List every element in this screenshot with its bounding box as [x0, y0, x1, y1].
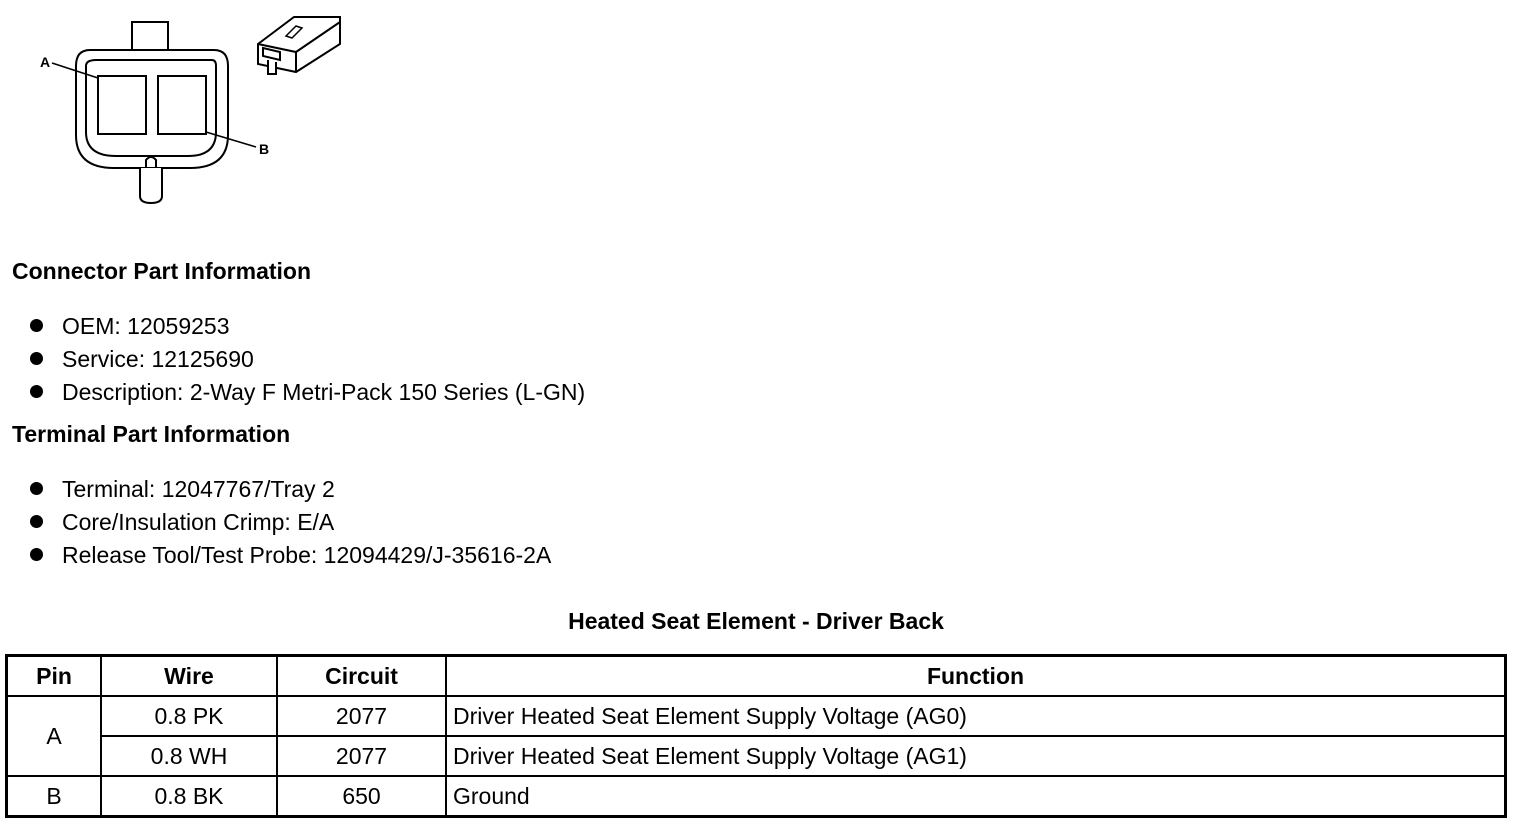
service-part-number: Service: 12125690: [62, 346, 254, 372]
circuit-cell: 2077: [277, 696, 446, 736]
table-row: [7, 736, 1506, 776]
bullet-icon: [30, 482, 43, 495]
list-item: [28, 507, 551, 540]
pin-cell: A: [7, 696, 102, 776]
terminal-part-info-list: [28, 474, 551, 573]
bullet-icon: [30, 352, 43, 365]
bullet-icon: [30, 515, 43, 528]
bullet-icon: [30, 385, 43, 398]
list-item: [28, 344, 585, 377]
release-tool: Release Tool/Test Probe: 12094429/J-35616-2A: [62, 542, 552, 568]
pin-label-a: A: [40, 54, 51, 70]
list-item: [28, 474, 551, 507]
table-header-row: [7, 656, 1506, 697]
bullet-icon: [30, 548, 43, 561]
column-header-pin: Pin: [7, 656, 102, 697]
table-row: [7, 696, 1506, 736]
pin-label-b: B: [259, 141, 270, 157]
circuit-cell: 2077: [277, 736, 446, 776]
circuit-cell: 650: [277, 776, 446, 817]
wire-cell: 0.8 WH: [101, 736, 277, 776]
list-item: [28, 377, 585, 410]
list-item: [28, 311, 585, 344]
connector-part-info-list: [28, 311, 585, 410]
pin-cell: B: [7, 776, 102, 817]
oem-part-number: OEM: 12059253: [62, 313, 230, 339]
column-header-circuit: Circuit: [277, 656, 446, 697]
wire-cell: 0.8 PK: [101, 696, 277, 736]
function-cell: Driver Heated Seat Element Supply Voltage (AG0): [446, 696, 1506, 736]
connector-diagram: [0, 0, 380, 215]
list-item: [28, 540, 551, 573]
terminal-part-number: Terminal: 12047767/Tray 2: [62, 476, 335, 502]
terminal-part-info-heading: Terminal Part Information: [12, 421, 291, 447]
function-cell: Driver Heated Seat Element Supply Voltage (AG1): [446, 736, 1506, 776]
connector-iso-view: [258, 17, 340, 74]
connector-description: Description: 2-Way F Metri-Pack 150 Series (L-GN): [62, 379, 586, 405]
function-cell: Ground: [446, 776, 1506, 817]
connector-part-info-heading: Connector Part Information: [12, 258, 312, 284]
wire-cell: 0.8 BK: [101, 776, 277, 817]
crimp-spec: Core/Insulation Crimp: E/A: [62, 509, 335, 535]
column-header-function: Function: [446, 656, 1506, 697]
pin-table-title: Heated Seat Element - Driver Back: [568, 608, 944, 634]
pin-table: [5, 654, 1507, 818]
column-header-wire: Wire: [101, 656, 277, 697]
bullet-icon: [30, 319, 43, 332]
table-row: [7, 776, 1506, 817]
